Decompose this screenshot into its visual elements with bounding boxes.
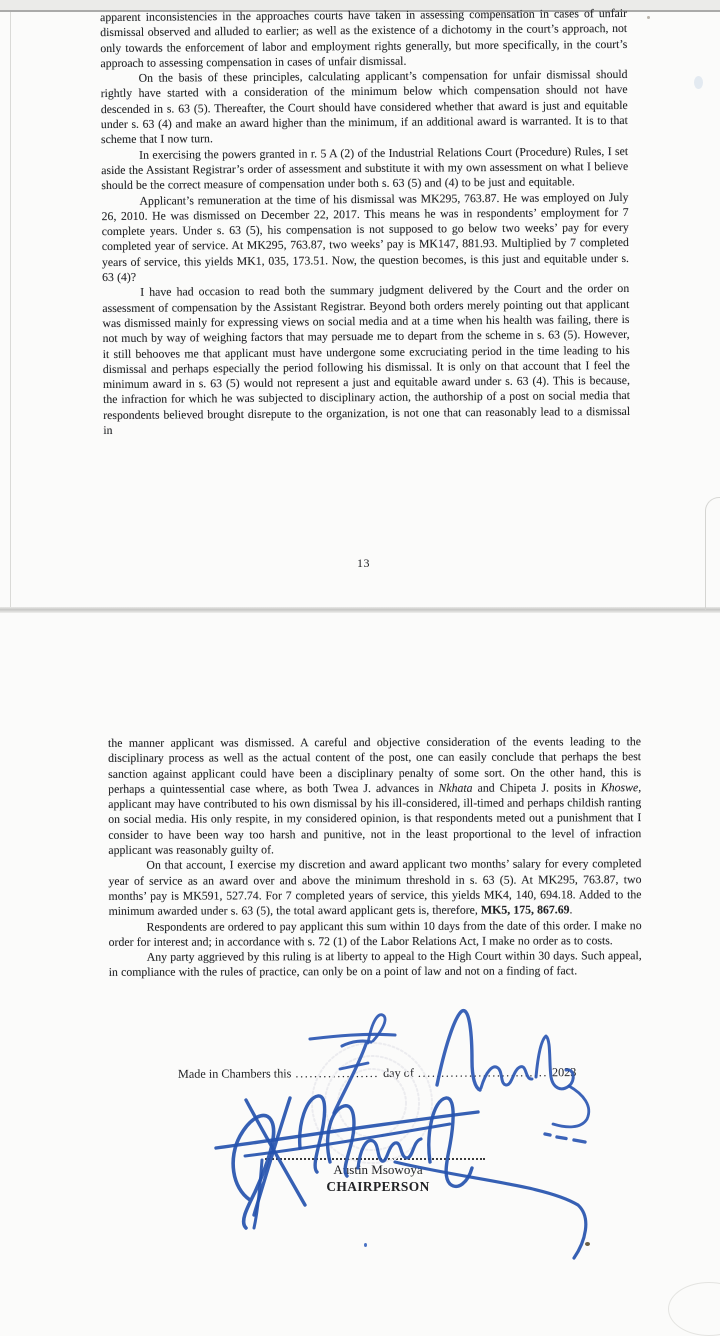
- scan-smudge: [694, 76, 703, 89]
- handwritten-month: [437, 1011, 589, 1142]
- page-curl-edge: [705, 497, 720, 610]
- dust-speck: [647, 16, 650, 19]
- paragraph: In exercising the powers granted in r. 5 A (2) of the Industrial Relations Court (Procedure) Rules, I set aside the Assistant Registrar’s order of assessment and substitute it with my own assessment on what I believe should be the correct measure of compensation under both s. 63 (5) and (4) to be just and equitable.: [101, 143, 629, 193]
- page2-body-text: [108, 734, 642, 980]
- paragraph: the manner applicant was dismissed. A careful and objective consideration of the events leading to the disciplinary process as well as the actual content of the post, one can easily conclude that perhaps the best sanction against applicant could have been a disciplinary penalty of some sort. On the other hand, this is perhaps a quintessential case where, as both Twea J. advances in Nkhata and Chipeta J. posits in Khoswe, applicant may have contributed to his own dismissal by his ill-considered, ill-timed and perhaps childish ranting on social media. His only respite, in my considered opinion, is that respondents meted out a punishment that I consider to have been way too harsh and punitive, not in the least proportional to the level of infraction applicant was reasonably guilty of.: [108, 734, 642, 857]
- paragraph: On the basis of these principles, calculating applicant’s compensation for unfair dismissal should rightly have started with a consideration of the minimum below which compensation should not have descended in s. 63 (5). Thereafter, the Court should have considered whether that award is just and equitable under s. 63 (4) and make an award higher than the minimum, if an additional award is warranted. It is to that scheme that I now turn.: [100, 67, 628, 147]
- paragraph: On that account, I exercise my discretion and award applicant two months’ salary for every completed year of service as an award over and above the minimum threshold in s. 63 (5). At MK295, 763.87, two months’ pay is MK591, 527.74. For 7 completed years of service, this yields MK4, 140, 694.18. Added to the minimum awarded under s. 63 (5), the total award applicant gets is, therefore, MK5, 175, 867.69.: [108, 856, 642, 919]
- page-left-edge: [10, 12, 11, 608]
- paragraph: Respondents are ordered to pay applicant this sum within 10 days from the date of this order. I make no order for interest and; in accordance with s. 72 (1) of the Labor Relations Act, I make no order as to costs.: [108, 917, 642, 949]
- paragraph: apparent inconsistencies in the approaches courts have taken in assessing compensation in cases of unfair dismissal observed and alluded to earlier; as well as the existence of a dichotomy in the court’s approach, not only towards the enforcement of labor and employment rights generally, but more specifically, in the court’s approach to assessing compensation in cases of unfair dismissal.: [100, 5, 628, 70]
- bottom-page-curl: [668, 1282, 720, 1336]
- date-line-prefix: Made in Chambers this: [177, 1066, 292, 1081]
- paragraph: I have had occasion to read both the summary judgment delivered by the Court and the order on assessment of compensation by the Assistant Registrar. Beyond both orders merely pointing out that applicant was dismissed mainly for expressing views on social media and at a time when his health was failing, there is not much by way of weighing factors that may persuade me to depart from the scheme in s. 63 (5). However, it still behooves me that applicant must have undergone some excruciating period in the time leading to his dismissal and perhaps especially the period following his dismissal. It is only on that account that I feel the minimum award in s. 63 (5) would not represent a just and equitable award under s. 63 (4). This is because, the infraction for which he was subjected to disciplinary action, the authorship of a post on social media that respondents believed brought disrepute to the organization, is not one that can reasonably lead to a dismissal in: [102, 281, 631, 438]
- signatory-title: CHAIRPERSON: [326, 1179, 430, 1194]
- day-dotted-blank: ..................: [295, 1065, 380, 1081]
- month-dotted-blank: ............................: [417, 1065, 549, 1080]
- page-number: 13: [357, 556, 370, 570]
- paragraph: Applicant’s remuneration at the time of his dismissal was MK295, 763.87. He was employed on July 26, 2010. He was dismissed on December 22, 2017. This means he was in respondents’ employment for 7 complete years. Under s. 63 (5), his compensation is not supposed to go below two weeks’ pay for every completed year of service. At MK295, 763.87, two weeks’ pay is MK147, 881.93. Multiplied by 7 completed years of service, this yields MK1, 035, 173.51. Now, the question becomes, is this just and equitable under s. 63 (4)?: [101, 189, 630, 285]
- date-line-middle: day of: [383, 1065, 414, 1080]
- page-divider: [0, 607, 720, 613]
- paragraph: Any party aggrieved by this ruling is at liberty to appeal to the High Court within 30 days. Such appeal, in compliance with the rules of practice, can only be on a point of law and not on a finding of fact.: [108, 948, 642, 980]
- signatory-name: Austin Msowoya: [333, 1162, 423, 1177]
- date-line-year: 2023: [551, 1065, 577, 1080]
- handwriting-ink-layer: [177, 995, 620, 1285]
- page1-body-text: [100, 6, 630, 438]
